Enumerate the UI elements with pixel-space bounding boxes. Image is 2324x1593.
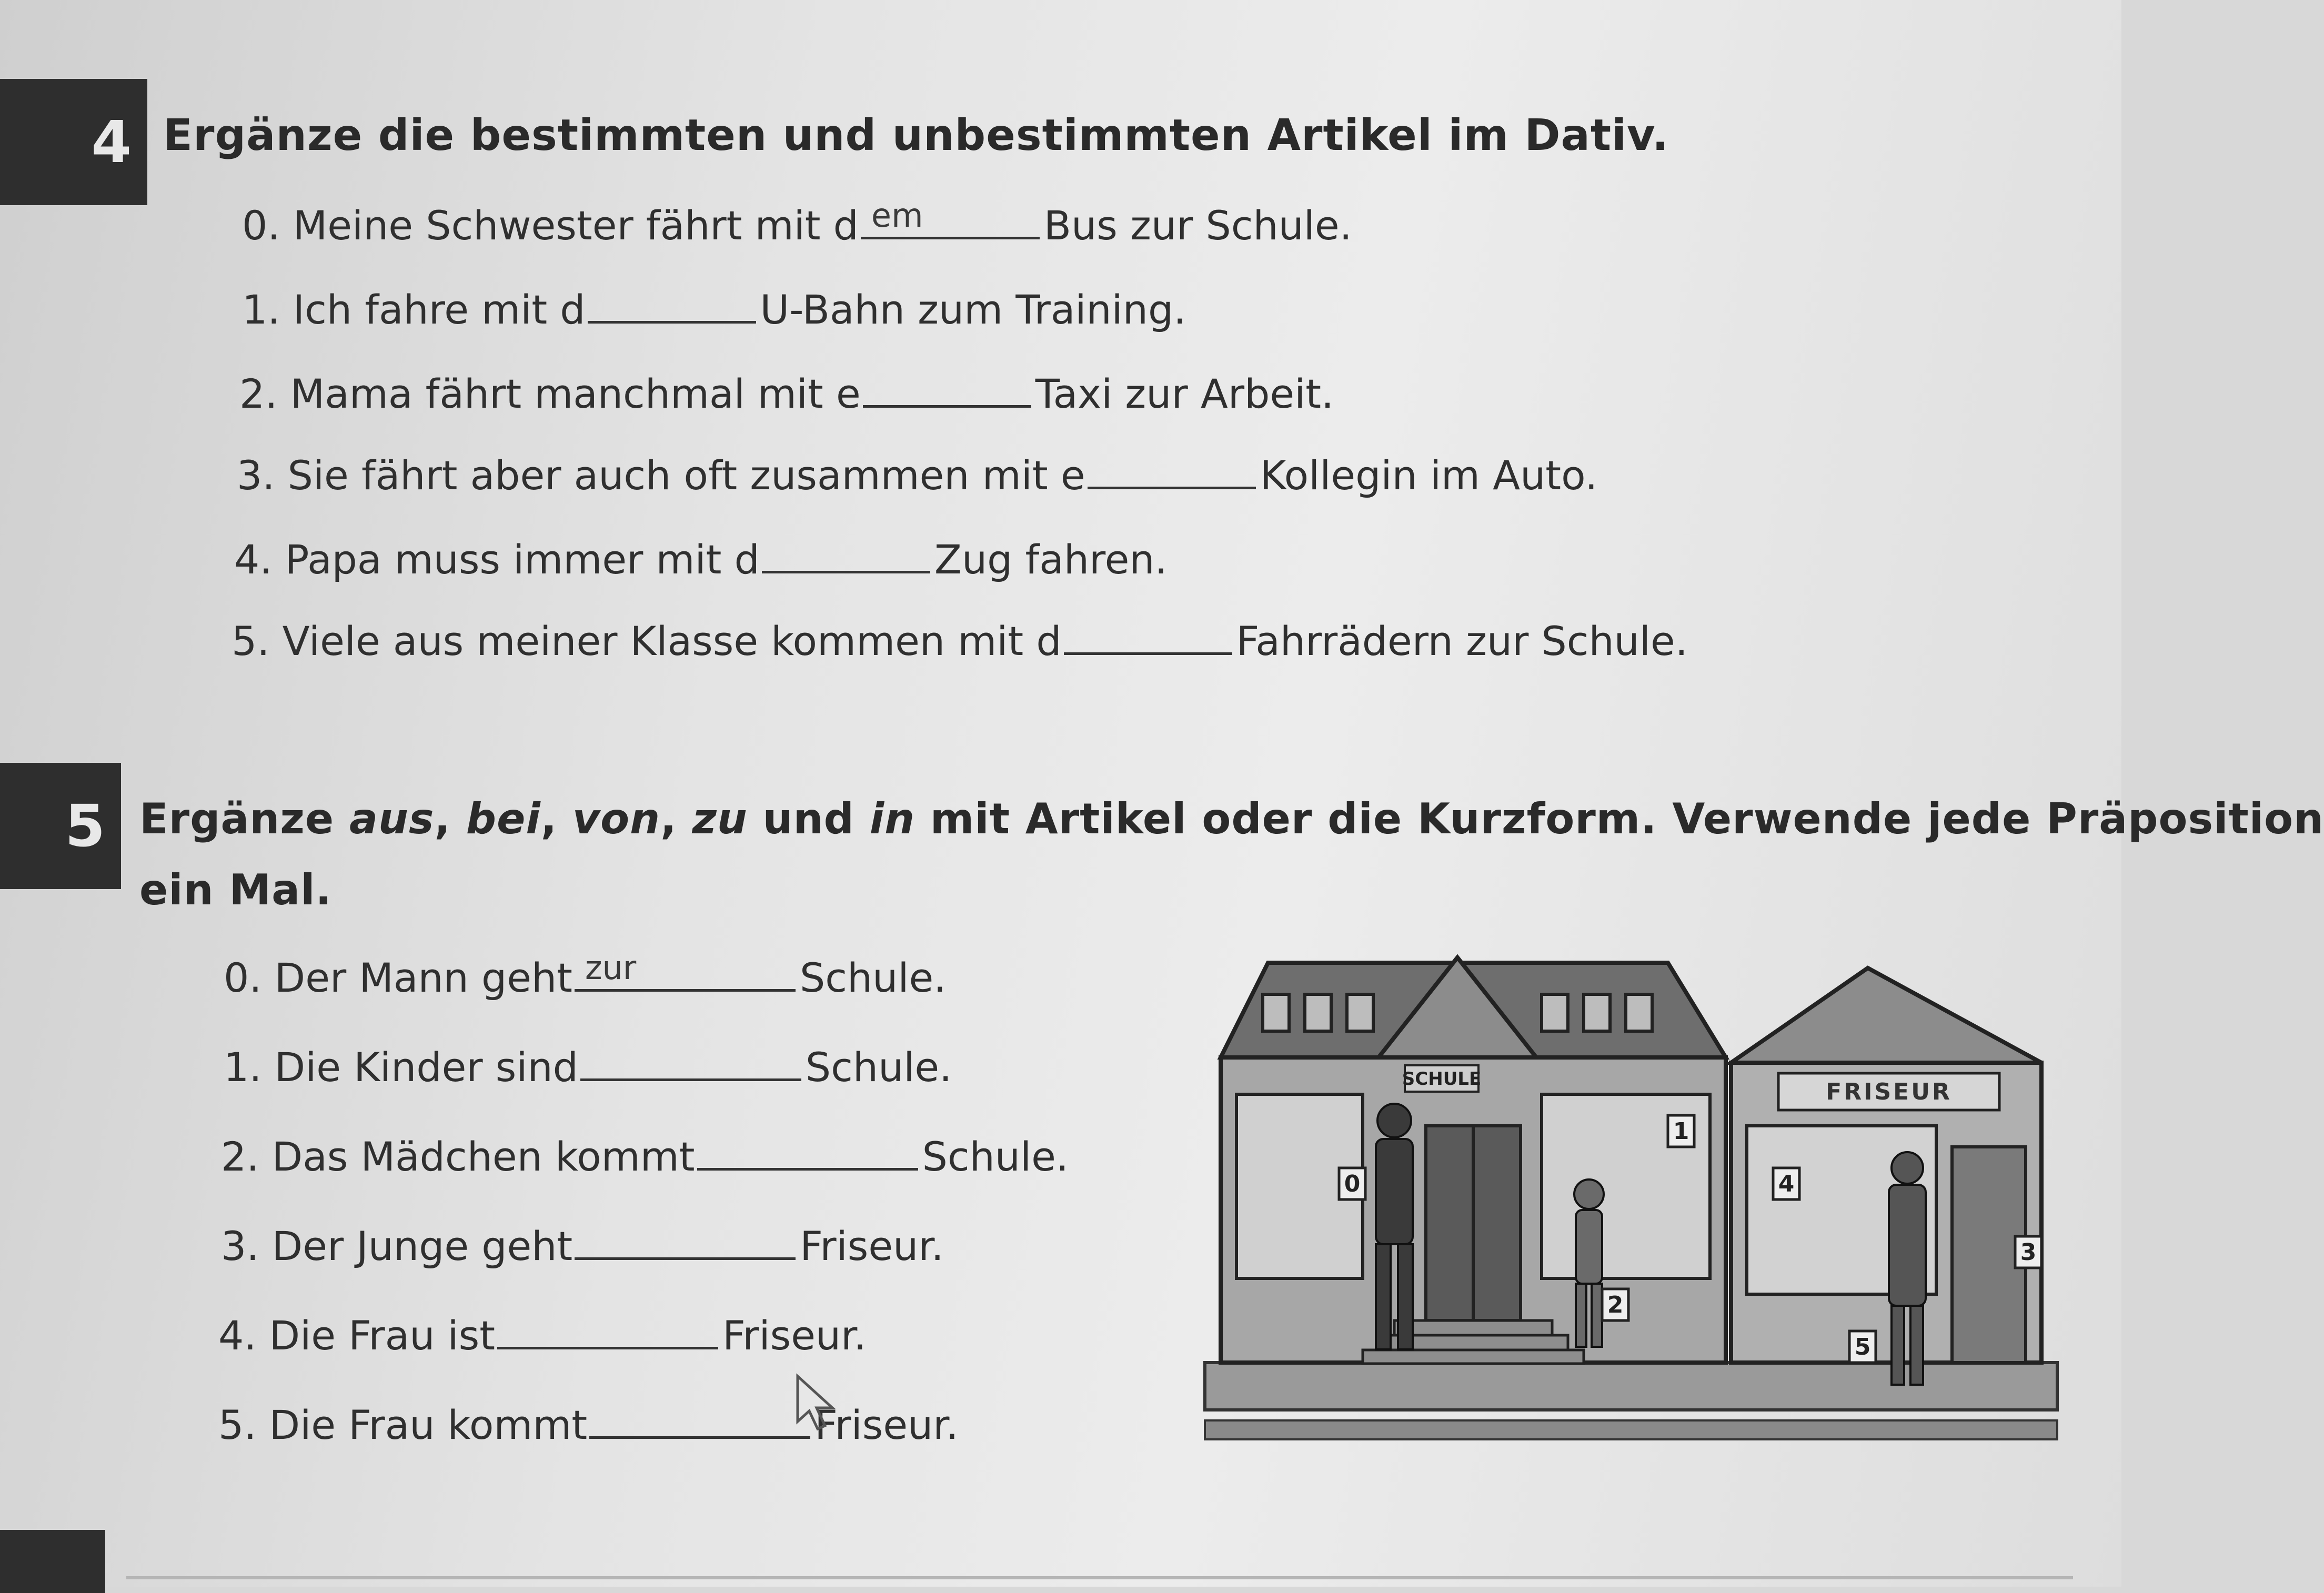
exercise-4-item-1: 1. Ich fahre mit d U-Bahn zum Training. (242, 284, 1186, 333)
answer-blank[interactable]: em (861, 200, 1040, 239)
answer-blank[interactable] (575, 1221, 796, 1260)
exercise-5-item-4: 4. Die Frau ist Friseur. (218, 1310, 867, 1359)
marker-3 (2015, 1236, 2041, 1268)
next-exercise-divider (126, 1576, 2073, 1579)
next-exercise-number-box (0, 1530, 105, 1593)
exercise-4-item-2: 2. Mama fährt manchmal mit e Taxi zur Arbeit. (239, 368, 1334, 417)
answer-blank[interactable] (1088, 450, 1256, 489)
marker-4 (1773, 1168, 1799, 1199)
exercise-5-item-3: 3. Der Junge geht Friseur. (221, 1221, 944, 1269)
answer-blank[interactable] (697, 1131, 918, 1171)
svg-text:4: 4 (1778, 1171, 1795, 1197)
svg-text:1: 1 (1673, 1118, 1689, 1145)
exercise-4-number: 4 (91, 108, 132, 176)
exercise-5-number-box (0, 763, 121, 889)
answer-blank[interactable] (580, 1042, 801, 1081)
exercise-5-item-1: 1. Die Kinder sind Schule. (224, 1042, 952, 1091)
marker-5 (1849, 1331, 1876, 1363)
exercise-5-instruction: Ergänze aus, bei, von, zu und in mit Artikel oder die Kurzform. Verwende jede Präposition (139, 794, 2324, 843)
exercise-4-item-5: 5. Viele aus meiner Klasse kommen mit d Fahrrädern zur Schule. (232, 616, 1688, 664)
answer-blank[interactable]: zur (575, 952, 796, 992)
school-steps (1363, 1320, 1584, 1364)
hairdresser-sign: FRISEUR (1826, 1078, 1952, 1105)
marker-1 (1668, 1115, 1694, 1147)
exercise-4-item-4: 4. Papa muss immer mit d Zug fahren. (234, 534, 1168, 583)
svg-text:5: 5 (1854, 1334, 1871, 1360)
answer-blank[interactable] (589, 1399, 810, 1439)
exercise-4-number-box (0, 79, 147, 205)
mouse-pointer-icon (796, 1374, 843, 1432)
hairdresser-roof (1731, 968, 2041, 1063)
answer-blank[interactable] (1064, 616, 1232, 655)
exercise-4-instruction: Ergänze die bestimmten und unbestimmten Artikel im Dativ. (163, 110, 1669, 160)
street-line (1205, 1420, 2057, 1439)
exercise-5-item-0: 0. Der Mann geht zur Schule. (224, 949, 947, 1001)
answer-blank[interactable] (762, 534, 930, 573)
answer-blank[interactable] (588, 284, 756, 324)
exercise-5-item-2: 2. Das Mädchen kommt Schule. (221, 1131, 1069, 1180)
exercise-4-item-3: 3. Sie fährt aber auch oft zusammen mit e Kollegin im Auto. (237, 450, 1597, 499)
svg-text:2: 2 (1607, 1292, 1624, 1318)
answer-blank[interactable] (497, 1310, 718, 1349)
exercise-5-number: 5 (65, 792, 105, 860)
marker-0 (1339, 1168, 1365, 1199)
school-and-hairdresser-illustration (1205, 947, 2057, 1452)
exercise-4-item-0: 0. Meine Schwester fährt mit d em Bus zur Schule. (242, 196, 1352, 249)
exercise-5-item-5: 5. Die Frau kommt Friseur. (218, 1399, 959, 1448)
sidewalk (1205, 1363, 2057, 1410)
answer-blank[interactable] (863, 368, 1031, 408)
svg-text:0: 0 (1344, 1171, 1361, 1197)
svg-text:3: 3 (2020, 1239, 2037, 1266)
exercise-5-instruction-line2: ein Mal. (139, 865, 332, 914)
school-sign: SCHULE (1402, 1068, 1482, 1090)
marker-2 (1602, 1289, 1628, 1320)
